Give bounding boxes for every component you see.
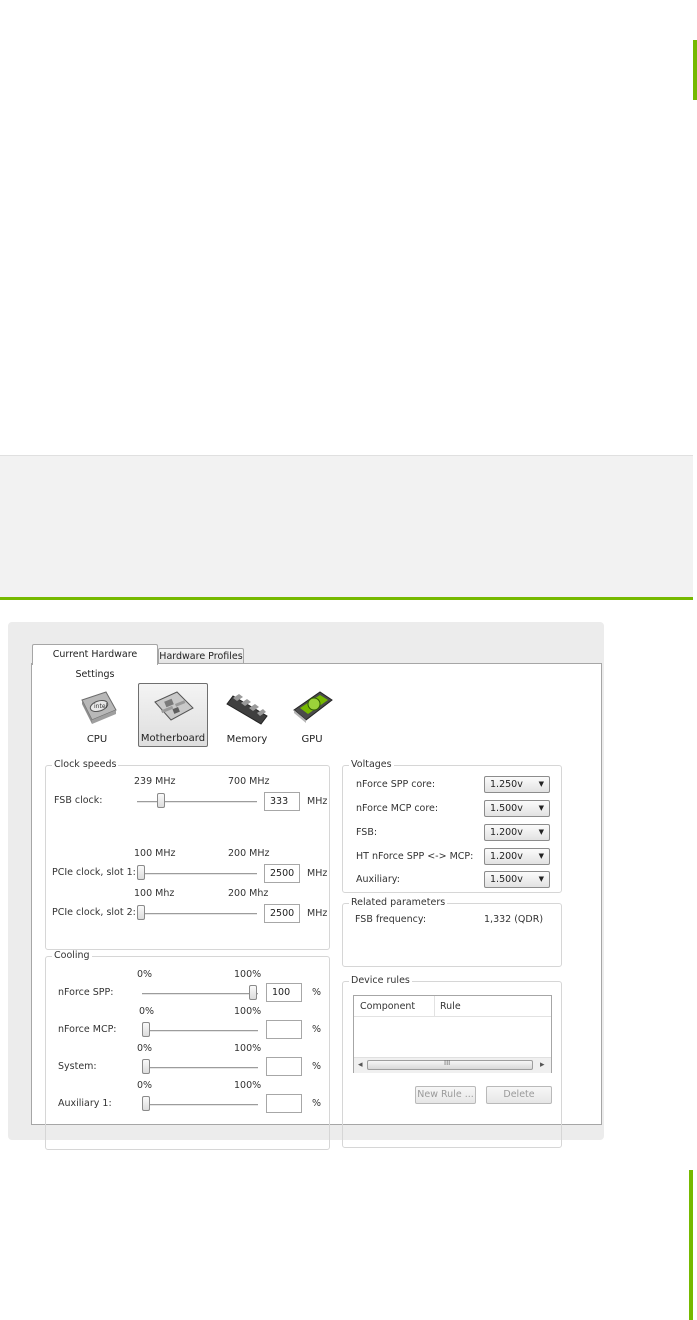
tab-panel	[31, 663, 602, 1125]
system-label: System:	[58, 1061, 97, 1072]
spp-slider-track	[142, 993, 258, 995]
voltage-value-ht: 1.200v	[490, 851, 523, 862]
mcp-label: nForce MCP:	[58, 1024, 117, 1035]
voltage-value-fsb: 1.200v	[490, 827, 523, 838]
voltages-title: Voltages	[351, 759, 392, 770]
device-motherboard[interactable]	[138, 683, 208, 747]
spp-unit: %	[312, 987, 322, 998]
related-parameters-title: Related parameters	[351, 897, 446, 908]
device-label-gpu: GPU	[301, 734, 323, 745]
device-cpu[interactable]	[62, 684, 132, 746]
pcie1-slider-track	[137, 873, 257, 875]
tab-hardware-profiles[interactable]: Hardware Profiles	[158, 648, 244, 664]
spp-input[interactable]: 100	[266, 983, 302, 1002]
pcie1-clock-input[interactable]: 2500	[264, 864, 300, 883]
mcp-min-label: 0%	[139, 1006, 155, 1017]
aux-slider-thumb[interactable]	[142, 1096, 150, 1111]
fsb-max-label: 700 MHz	[228, 776, 270, 787]
scroll-right-icon[interactable]: ▸	[540, 1060, 545, 1070]
voltage-select-spp-core[interactable]	[484, 776, 550, 793]
clock-speeds-group	[45, 759, 330, 950]
new-rule-button[interactable]: New Rule ...	[415, 1086, 476, 1104]
pcie2-max-label: 200 Mhz	[228, 888, 269, 899]
voltage-select-fsb[interactable]	[484, 824, 550, 841]
device-rules-group	[342, 975, 562, 1148]
voltage-label-fsb: FSB:	[356, 827, 378, 838]
device-label-motherboard: Motherboard	[140, 733, 206, 744]
voltage-select-ht[interactable]	[484, 848, 550, 865]
fsb-clock-input[interactable]: 333	[264, 792, 300, 811]
memory-module-icon	[225, 686, 269, 730]
device-rules-title: Device rules	[351, 975, 410, 986]
mcp-max-label: 100%	[234, 1006, 262, 1017]
aux-slider-track	[142, 1104, 258, 1106]
cooling-title: Cooling	[54, 950, 90, 961]
motherboard-icon	[151, 686, 195, 730]
voltage-value-auxiliary: 1.500v	[490, 874, 523, 885]
clock-speeds-title: Clock speeds	[54, 759, 117, 770]
fsb-clock-label: FSB clock:	[54, 795, 103, 806]
voltage-select-auxiliary[interactable]	[484, 871, 550, 888]
scroll-left-icon[interactable]: ◂	[358, 1060, 363, 1070]
chevron-down-icon: ▼	[538, 828, 544, 836]
system-slider-thumb[interactable]	[142, 1059, 150, 1074]
chevron-down-icon: ▼	[538, 852, 544, 860]
pcie2-clock-label: PCIe clock, slot 2:	[52, 907, 136, 918]
fsb-frequency-label: FSB frequency:	[355, 914, 427, 925]
mcp-input[interactable]	[266, 1020, 302, 1039]
system-min-label: 0%	[137, 1043, 153, 1054]
screenshot-frame	[8, 622, 604, 1140]
aux-input[interactable]	[266, 1094, 302, 1113]
pcie2-slider-track	[137, 913, 257, 915]
device-memory[interactable]	[212, 684, 282, 746]
fsb-min-label: 239 MHz	[134, 776, 176, 787]
column-divider	[434, 996, 435, 1016]
aux-min-label: 0%	[137, 1080, 153, 1091]
fsb-frequency-value: 1,332 (QDR)	[484, 914, 544, 925]
column-rule[interactable]: Rule	[440, 1001, 461, 1012]
spp-slider-thumb[interactable]	[249, 985, 257, 1000]
green-divider	[0, 597, 693, 600]
chevron-down-icon: ▼	[538, 875, 544, 883]
aux-label: Auxiliary 1:	[58, 1098, 112, 1109]
pcie1-slider-thumb[interactable]	[137, 865, 145, 880]
voltage-select-mcp-core[interactable]	[484, 800, 550, 817]
voltage-label-ht: HT nForce SPP <-> MCP:	[356, 851, 474, 862]
mcp-slider-thumb[interactable]	[142, 1022, 150, 1037]
graphics-card-icon	[290, 686, 334, 730]
tab-current-hardware-settings[interactable]: Current Hardware Settings	[32, 644, 158, 665]
voltage-value-spp-core: 1.250v	[490, 779, 523, 790]
system-unit: %	[312, 1061, 322, 1072]
spp-min-label: 0%	[137, 969, 153, 980]
column-component[interactable]: Component	[360, 1001, 416, 1012]
cpu-chip-icon	[76, 686, 120, 730]
fsb-slider-thumb[interactable]	[157, 793, 165, 808]
cooling-group	[45, 950, 330, 1150]
aux-unit: %	[312, 1098, 322, 1109]
voltage-label-mcp-core: nForce MCP core:	[356, 803, 439, 814]
horizontal-scrollbar[interactable]	[354, 1057, 551, 1073]
delete-button[interactable]: Delete	[486, 1086, 552, 1104]
voltage-value-mcp-core: 1.500v	[490, 803, 523, 814]
device-label-memory: Memory	[226, 734, 268, 745]
pcie1-clock-label: PCIe clock, slot 1:	[52, 867, 136, 878]
system-slider-track	[142, 1067, 258, 1069]
device-rules-list[interactable]	[353, 995, 552, 1073]
voltages-group	[342, 759, 562, 893]
svg-text:intel: intel	[94, 703, 108, 710]
chevron-down-icon: ▼	[538, 780, 544, 788]
fsb-unit: MHz	[307, 796, 328, 807]
pcie1-unit: MHz	[307, 868, 328, 879]
scrollbar-grip: III	[444, 1059, 451, 1067]
mcp-slider-track	[142, 1030, 258, 1032]
related-parameters-group	[342, 897, 562, 967]
pcie2-unit: MHz	[307, 908, 328, 919]
system-max-label: 100%	[234, 1043, 262, 1054]
chevron-down-icon: ▼	[538, 804, 544, 812]
spp-max-label: 100%	[234, 969, 262, 980]
device-label-cpu: CPU	[86, 734, 108, 745]
gray-band	[0, 455, 693, 598]
pcie2-min-label: 100 Mhz	[134, 888, 175, 899]
spp-label: nForce SPP:	[58, 987, 114, 998]
green-edge-bar-top	[693, 40, 697, 100]
voltage-label-spp-core: nForce SPP core:	[356, 779, 436, 790]
voltage-label-auxiliary: Auxiliary:	[356, 874, 400, 885]
fsb-slider-track	[137, 801, 257, 803]
pcie2-slider-thumb[interactable]	[137, 905, 145, 920]
green-edge-bar-bottom	[689, 1170, 693, 1320]
device-gpu[interactable]	[277, 684, 347, 746]
mcp-unit: %	[312, 1024, 322, 1035]
pcie2-clock-input[interactable]: 2500	[264, 904, 300, 923]
scrollbar-thumb[interactable]	[367, 1060, 533, 1070]
pcie1-min-label: 100 MHz	[134, 848, 176, 859]
aux-max-label: 100%	[234, 1080, 262, 1091]
pcie1-max-label: 200 MHz	[228, 848, 270, 859]
system-input[interactable]	[266, 1057, 302, 1076]
